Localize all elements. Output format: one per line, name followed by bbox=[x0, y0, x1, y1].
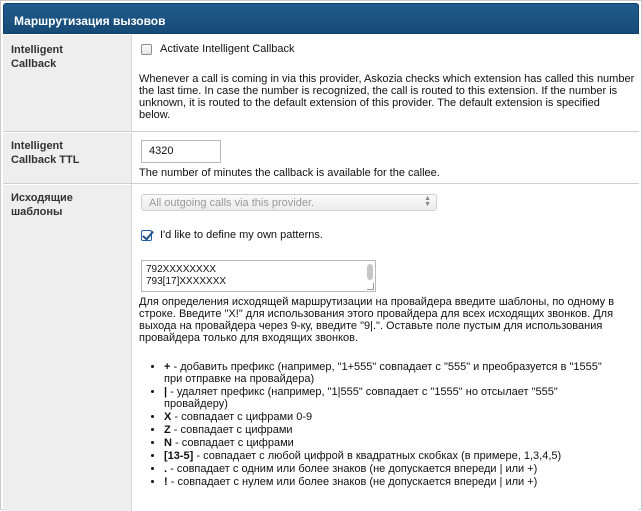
intelligent-callback-description: Whenever a call is coming in via this provider, Askozia checks which extension has called this number the last time. In case the number is recognized, the call is routed to this extension. If the number is unknown, it is routed to the default extension of this provider. The default extension is specified below. bbox=[139, 73, 635, 121]
resize-grip-icon[interactable] bbox=[367, 283, 374, 290]
list-item: • ! - совпадает с нулем или более знаков (не допускается впереди | или +) bbox=[164, 476, 617, 488]
patterns-textarea[interactable]: 792XXXXXXXX 793[17]XXXXXXX bbox=[141, 260, 376, 292]
callback-ttl-content bbox=[131, 133, 639, 183]
section-title: Маршрутизация вызовов bbox=[3, 3, 639, 34]
list-item: • N - совпадает с цифрами bbox=[164, 437, 617, 449]
textarea-scrollbar[interactable] bbox=[367, 264, 373, 280]
outgoing-mode-select[interactable] bbox=[141, 194, 437, 211]
activate-callback-checkbox[interactable] bbox=[141, 44, 152, 55]
callback-ttl-row bbox=[3, 133, 639, 184]
callback-ttl-input[interactable]: 4320 bbox=[141, 140, 221, 163]
outgoing-patterns-content bbox=[131, 185, 639, 511]
intelligent-callback-label: Intelligent Callback bbox=[11, 44, 63, 70]
callback-ttl-label: Intelligent Callback TTL bbox=[11, 140, 80, 166]
list-item: • | - удаляет префикс (например, "1|555" совпадает с "1555" но отсылает "555" провайдеру) bbox=[164, 386, 617, 410]
callback-ttl-description: The number of minutes the callback is available for the callee. bbox=[139, 167, 440, 179]
list-item: • Z - совпадает с цифрами bbox=[164, 424, 617, 436]
list-item: • X - совпадает с цифрами 0-9 bbox=[164, 411, 617, 423]
own-patterns-checkbox[interactable] bbox=[141, 230, 152, 241]
list-item: • + - добавить префикс (например, "1+555" совпадает с "555" и преобразуется в "1555" при отправке на провайдера) bbox=[164, 361, 617, 385]
outgoing-mode-select-value: All outgoing calls via this provider. bbox=[149, 197, 315, 209]
activate-callback-label: Activate Intelligent Callback bbox=[160, 43, 295, 55]
list-item: • . - совпадает с одним или более знаков (не допускается впереди | или +) bbox=[164, 463, 617, 475]
outgoing-patterns-description: Для определения исходящей маршрутизации на провайдера введите шаблоны, по одному в строке. Введите "X!" для использования этого провайдера для всех исходящих звонков. Для выхода на провайдера через 9-ку, введите "9|.". Оставьте поле пустым для использования провайдера только для входящих звонков. bbox=[139, 296, 615, 344]
outgoing-patterns-label: Исходящие шаблоны bbox=[11, 192, 73, 218]
own-patterns-label: I'd like to define my own patterns. bbox=[160, 229, 323, 241]
own-patterns-option[interactable] bbox=[141, 229, 323, 241]
intelligent-callback-row bbox=[3, 35, 639, 132]
pattern-syntax-list bbox=[139, 361, 617, 489]
intelligent-callback-content bbox=[131, 35, 639, 131]
outgoing-patterns-row bbox=[3, 185, 639, 511]
list-item: • [13-5] - совпадает с любой цифрой в квадратных скобках (в примере, 1,3,4,5) bbox=[164, 450, 617, 462]
select-arrows-icon: ▲ ▼ bbox=[424, 195, 431, 208]
activate-callback-option[interactable] bbox=[141, 43, 295, 55]
